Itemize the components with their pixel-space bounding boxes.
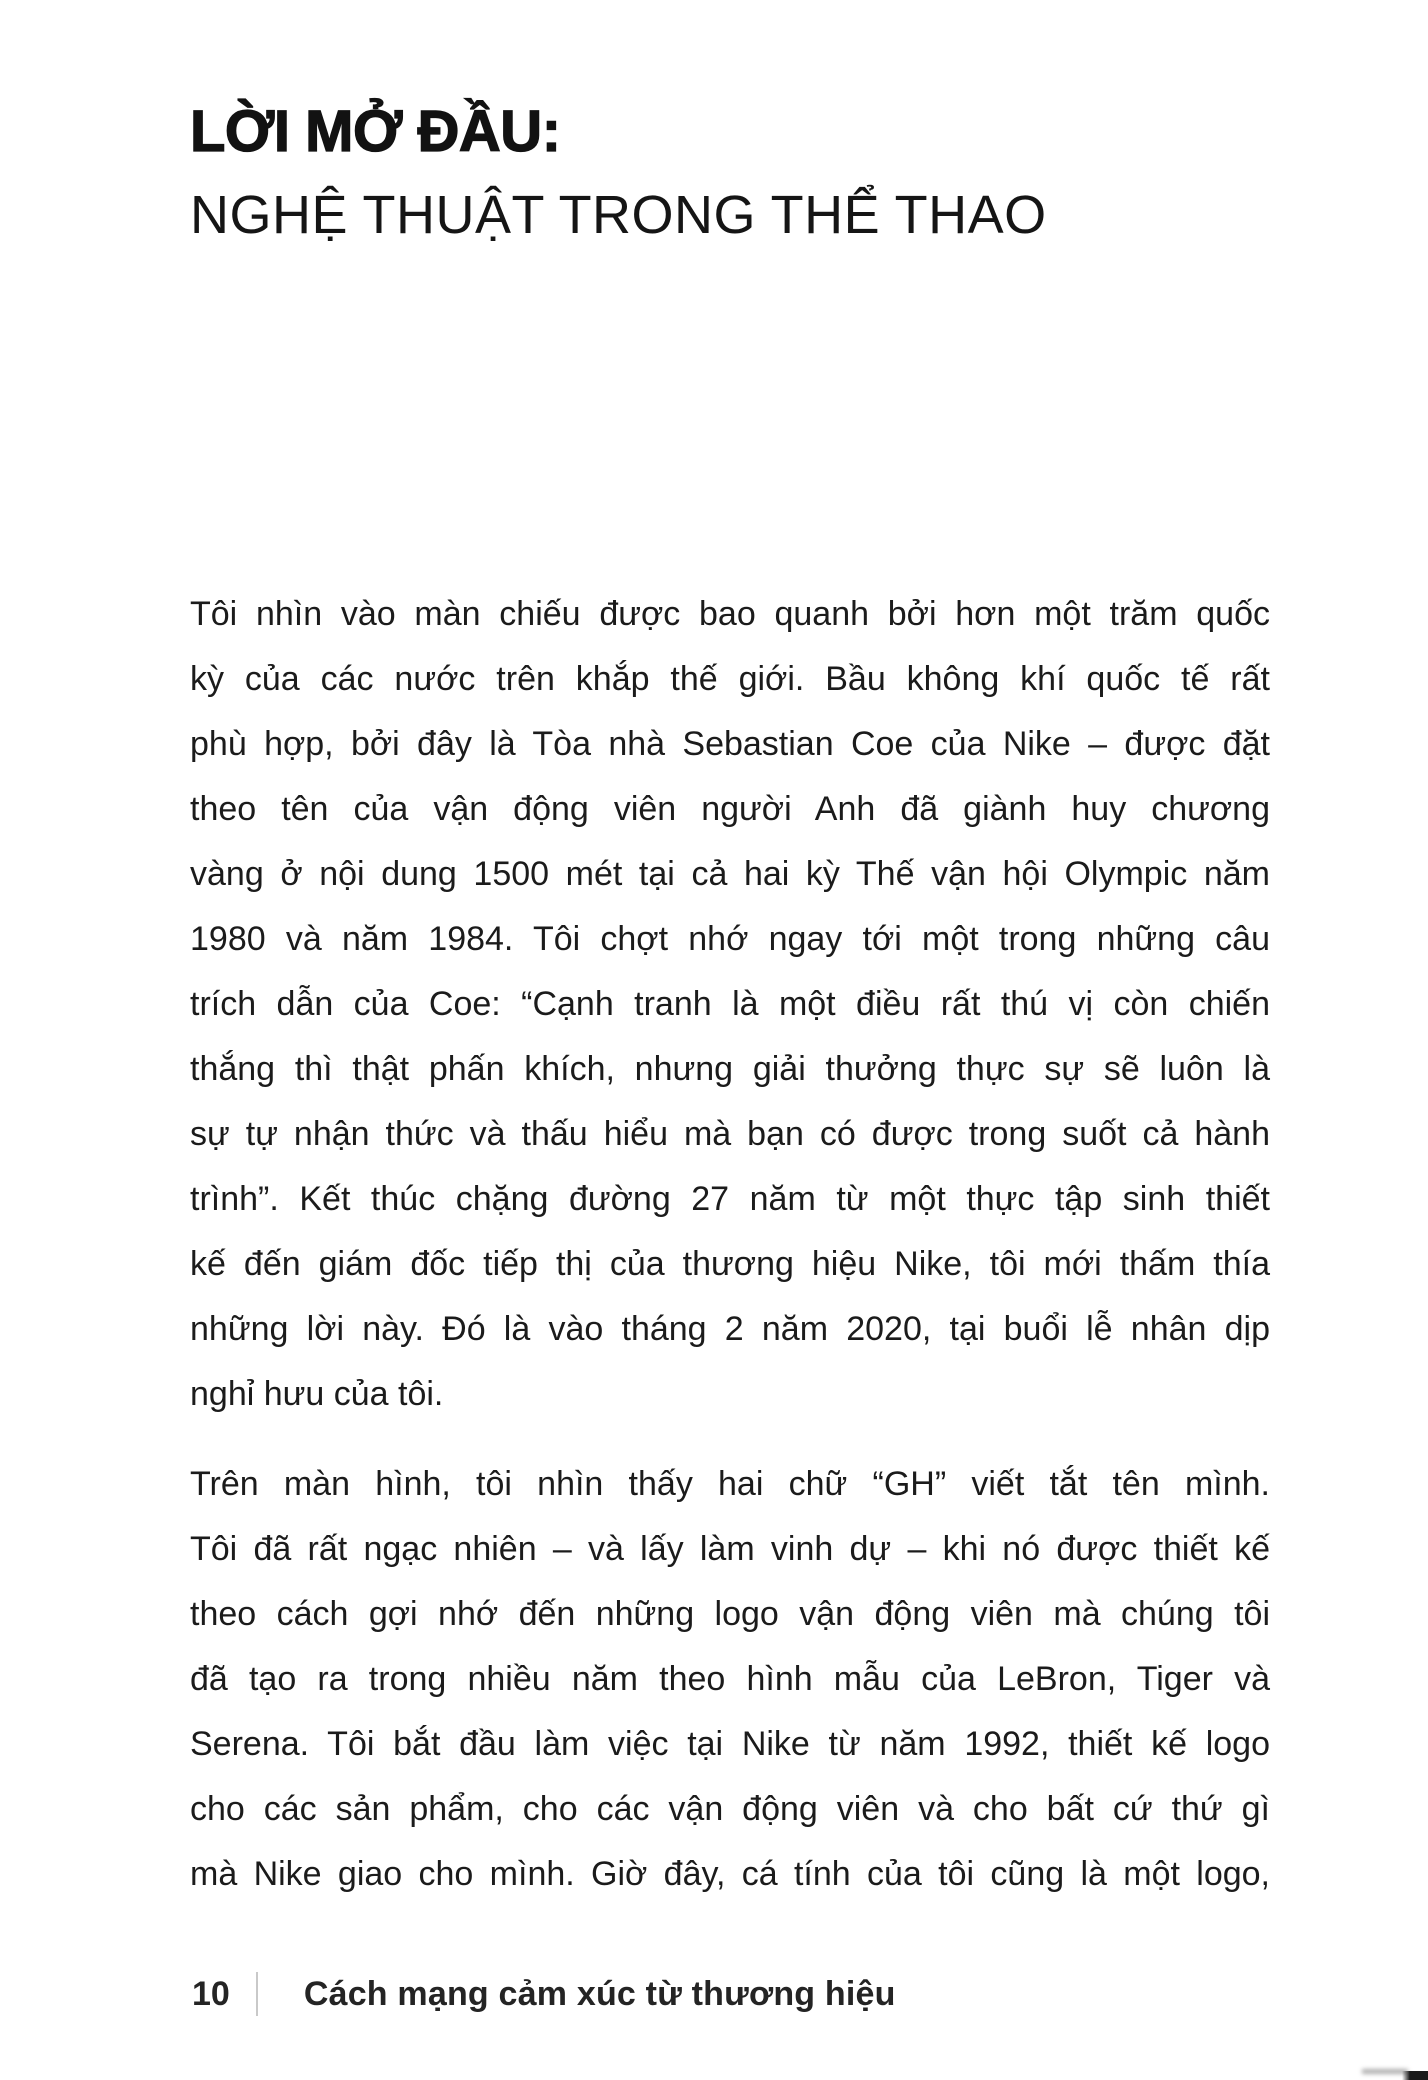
footer-divider [256,1972,258,2016]
text-line: kế đến giám đốc tiếp thị của thương hiệu Nike, tôi mới thấm thía [190,1245,1270,1283]
text-line: kỳ của các nước trên khắp thế giới. Bầu không khí quốc tế rất [190,660,1270,698]
scan-artifact [1402,2071,1428,2080]
text-line: theo tên của vận động viên người Anh đã giành huy chương [190,790,1270,828]
text-line: Tôi đã rất ngạc nhiên – và lấy làm vinh dự – khi nó được thiết kế [190,1530,1270,1568]
text-line: Tôi nhìn vào màn chiếu được bao quanh bởi hơn một trăm quốc [190,595,1270,633]
text-line: cho các sản phẩm, cho các vận động viên và cho bất cứ thứ gì [190,1790,1270,1828]
text-line: nghỉ hưu của tôi. [190,1375,444,1413]
chapter-header [190,99,1278,245]
text-line: phù hợp, bởi đây là Tòa nhà Sebastian Coe của Nike – được đặt [190,725,1270,763]
text-line: trích dẫn của Coe: “Cạnh tranh là một điều rất thú vị còn chiến [190,985,1270,1023]
paragraph [190,1452,1270,1907]
text-line: vàng ở nội dung 1500 mét tại cả hai kỳ Thế vận hội Olympic năm [190,855,1270,893]
text-line: Serena. Tôi bắt đầu làm việc tại Nike từ năm 1992, thiết kế logo [190,1725,1270,1763]
page-footer [192,1972,896,2016]
text-line: đã tạo ra trong nhiều năm theo hình mẫu của LeBron, Tiger và [190,1660,1270,1698]
text-line: sự tự nhận thức và thấu hiểu mà bạn có được trong suốt cả hành [190,1115,1270,1153]
text-line: mà Nike giao cho mình. Giờ đây, cá tính của tôi cũng là một logo, [190,1855,1270,1893]
book-title: Cách mạng cảm xúc từ thương hiệu [303,1974,896,2013]
text-line: 1980 và năm 1984. Tôi chợt nhớ ngay tới một trong những câu [190,920,1270,958]
chapter-subtitle: NGHỆ THUẬT TRONG THỂ THAO [190,184,1047,245]
text-line: Trên màn hình, tôi nhìn thấy hai chữ “GH” viết tắt tên mình. [190,1465,1270,1503]
page-number: 10 [192,1974,230,2013]
paragraph [190,582,1270,1427]
text-line: theo cách gợi nhớ đến những logo vận động viên mà chúng tôi [190,1595,1270,1633]
text-line: trình”. Kết thúc chặng đường 27 năm từ một thực tập sinh thiết [190,1180,1270,1218]
chapter-title: LỜI MỞ ĐẦU: [190,99,561,164]
text-line: những lời này. Đó là vào tháng 2 năm 2020, tại buổi lễ nhân dịp [190,1310,1270,1348]
text-line: thắng thì thật phấn khích, nhưng giải thưởng thực sự sẽ luôn là [190,1050,1270,1088]
body-text [190,582,1270,1907]
